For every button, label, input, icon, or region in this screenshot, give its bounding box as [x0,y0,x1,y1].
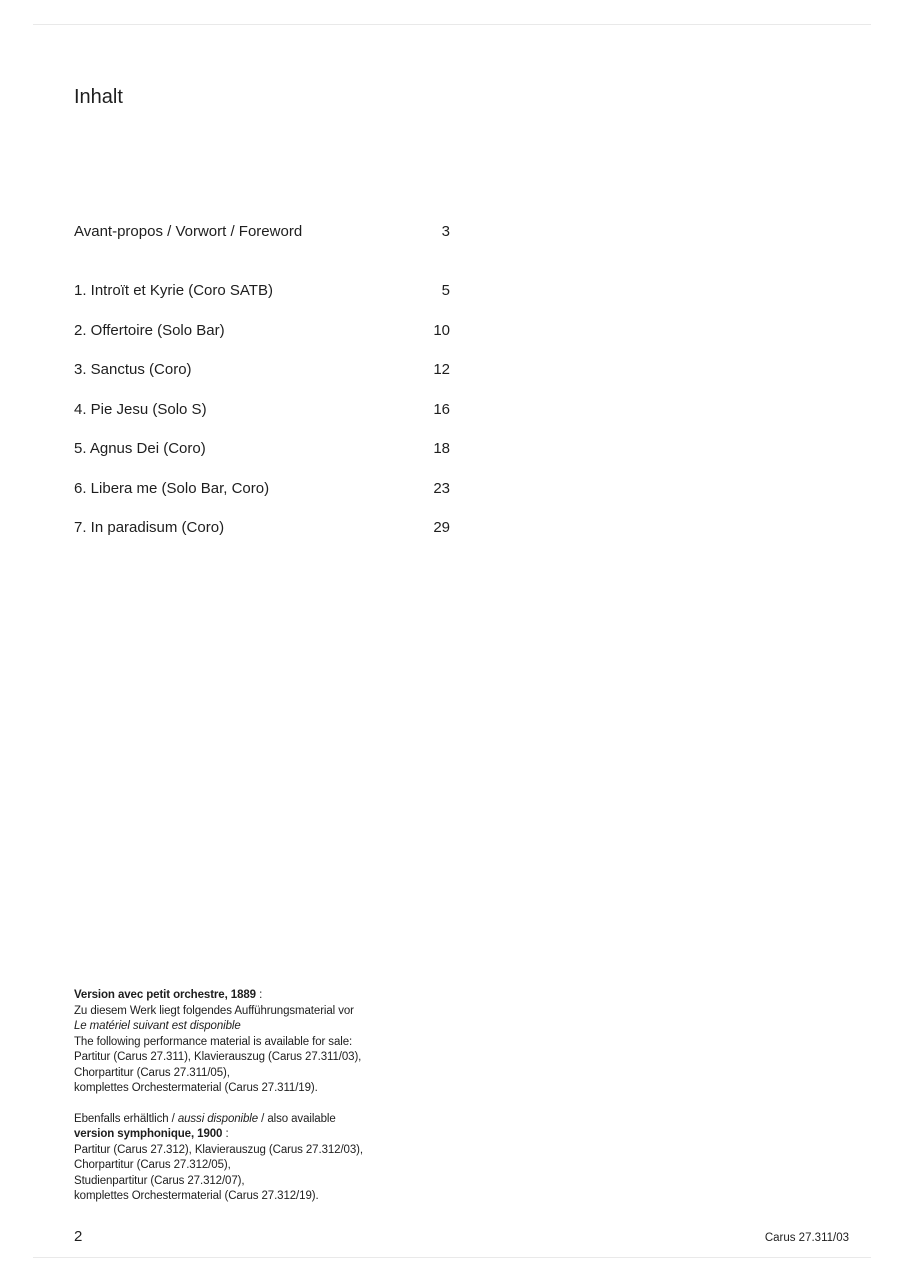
material-heading-bold: version symphonique, 1900 [74,1128,223,1140]
page-number: 2 [74,1228,83,1245]
toc-row [74,516,450,540]
top-rule [33,24,871,25]
toc-label: 1. Introït et Kyrie (Coro SATB) [74,282,273,299]
toc-page-number: 3 [441,223,450,240]
material-heading [74,1127,494,1143]
table-of-contents [74,220,450,556]
toc-row [74,437,450,461]
material-intro-de: Ebenfalls erhältlich / [74,1112,178,1125]
toc-page-number: 23 [433,479,450,497]
material-line: Le matériel suivant est disponible [74,1020,241,1032]
material-line: komplettes Orchestermaterial (Carus 27.312/19). [74,1190,319,1202]
material-line: The following performance material is available for sale: [74,1035,353,1048]
material-intro-en: / also available [258,1112,336,1125]
toc-row [74,358,450,382]
toc-label: 5. Agnus Dei (Coro) [74,440,206,457]
material-line: komplettes Orchestermaterial (Carus 27.311/19). [74,1082,318,1094]
material-line: Partitur (Carus 27.312), Klavierauszug (Carus 27.312/03), [74,1143,363,1156]
toc-label: 6. Libera me (Solo Bar, Coro) [74,479,270,497]
material-heading-tail: : [255,989,263,1001]
toc-label: 3. Sanctus (Coro) [74,361,192,378]
material-line: Studienpartitur (Carus 27.312/07), [74,1174,245,1187]
toc-row [74,398,450,422]
material-heading-tail: : [222,1128,229,1140]
toc-label: 2. Offertoire (Solo Bar) [74,321,225,339]
toc-row [74,477,450,501]
toc-label: 7. In paradisum (Coro) [74,519,225,536]
toc-label: Avant-propos / Vorwort / Foreword [74,223,303,240]
material-intro-fr: aussi disponible [177,1112,259,1125]
page-title: Inhalt [74,86,123,108]
material-heading-bold: Version avec petit orchestre, 1889 [74,989,256,1001]
toc-page-number: 29 [433,519,450,536]
material-line: Zu diesem Werk liegt folgendes Aufführungsmaterial vor [74,1004,354,1017]
performance-material-note [74,988,494,1205]
toc-page-number: 12 [433,361,450,378]
toc-page-number: 16 [433,400,450,418]
toc-row-foreword [74,220,450,244]
catalog-number: Carus 27.311/03 [764,1232,849,1244]
toc-page-number: 18 [433,440,450,457]
toc-page-number: 5 [441,282,450,299]
material-block-symphonic [74,1112,494,1205]
toc-page-number: 10 [433,321,450,339]
bottom-rule [33,1257,871,1258]
material-line: Partitur (Carus 27.311), Klavierauszug (Carus 27.311/03), [74,1051,362,1063]
material-line: Chorpartitur (Carus 27.311/05), [74,1066,230,1079]
material-block-small-orchestra [74,988,494,1097]
toc-label: 4. Pie Jesu (Solo S) [74,400,207,418]
toc-row [74,319,450,343]
material-intro [74,1112,494,1128]
toc-row [74,279,450,303]
material-heading [74,988,494,1004]
material-line: Chorpartitur (Carus 27.312/05), [74,1159,231,1171]
